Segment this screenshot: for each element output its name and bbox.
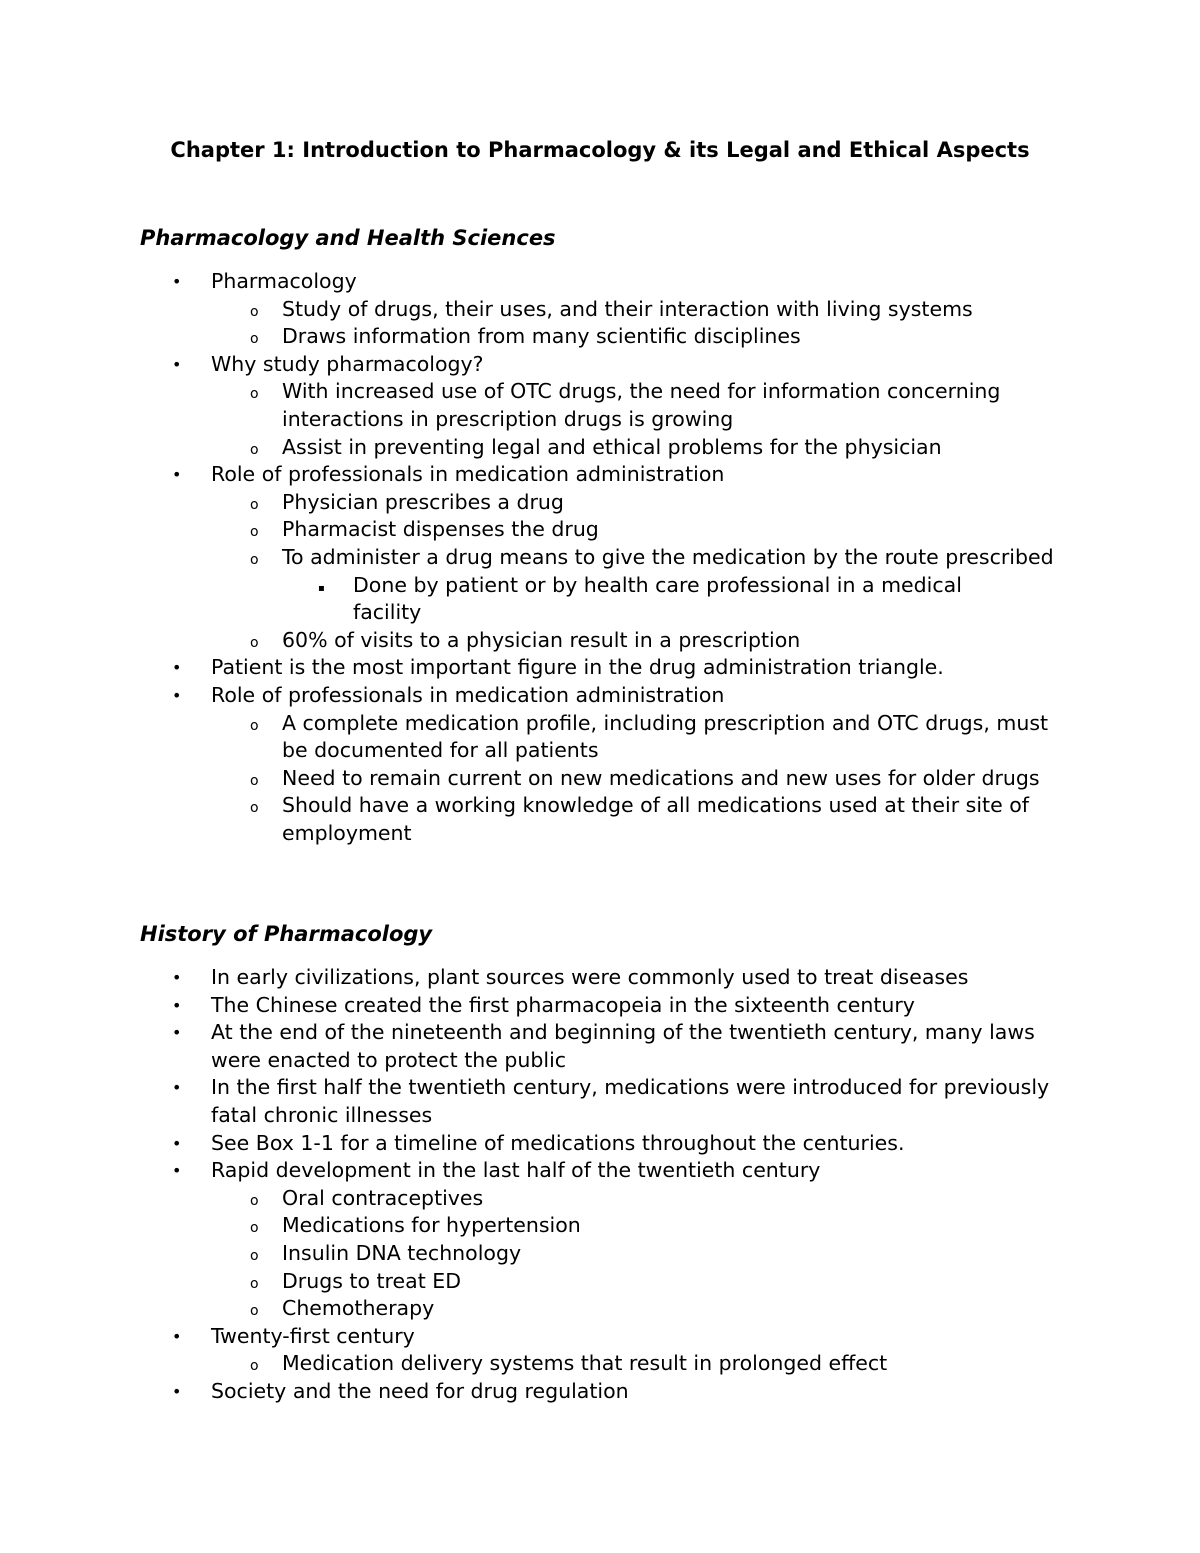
list-item-text: Draws information from many scientific disciplines: [282, 324, 801, 349]
bullet-level-3-icon: ▪: [318, 582, 325, 594]
list-item-text: Study of drugs, their uses, and their interaction with living systems: [282, 296, 973, 321]
list-item-level-2: [0, 489, 1200, 517]
section-heading-history-of-pharmacology: History of Pharmacology: [140, 922, 433, 946]
list-item-text: Medications for hypertension: [282, 1213, 581, 1238]
section-list-history-of-pharmacology: [0, 964, 1200, 1406]
list-item-level-2: [0, 1268, 1200, 1296]
list-item-text: Twenty-first century: [211, 1323, 415, 1348]
list-item-level-2: [0, 627, 1200, 655]
list-item-text: In the first half the twentieth century, medications were introduced for previously fatal chronic illnesses: [211, 1075, 1050, 1127]
list-item-text: A complete medication profile, including prescription and OTC drugs, must be documented for all patients: [282, 710, 1049, 763]
list-item-text: To administer a drug means to give the medication by the route prescribed: [282, 544, 1054, 569]
list-item-level-1: [0, 268, 1200, 296]
list-item-text: Need to remain current on new medications and new uses for older drugs: [282, 765, 1040, 790]
list-item-level-1: [0, 682, 1200, 710]
bullet-level-2-icon: o: [250, 1247, 259, 1264]
list-item-level-3: [0, 572, 1200, 627]
list-item-text: Oral contraceptives: [282, 1185, 484, 1210]
list-item-level-2: [0, 1240, 1200, 1268]
bullet-level-1-icon: •: [172, 272, 182, 291]
list-item-text: In early civilizations, plant sources were commonly used to treat diseases: [211, 965, 969, 989]
bullet-level-2-icon: o: [250, 717, 259, 734]
list-item-level-1: [0, 1019, 1200, 1074]
list-item-level-1: [0, 1157, 1200, 1185]
bullet-level-1-icon: •: [172, 1381, 182, 1401]
list-item-level-1: [0, 461, 1200, 489]
list-item-text: See Box 1-1 for a timeline of medications throughout the centuries.: [211, 1130, 905, 1155]
list-item-level-2: [0, 544, 1200, 572]
list-item-level-1: [0, 1378, 1200, 1406]
list-item-text: Role of professionals in medication administration: [211, 682, 725, 707]
bullet-level-2-icon: o: [250, 524, 259, 541]
bullet-level-2-icon: o: [250, 496, 259, 513]
list-item-level-2: [0, 765, 1200, 793]
list-item-level-1: [0, 992, 1200, 1020]
list-item-text: Assist in preventing legal and ethical problems for the physician: [282, 434, 942, 459]
list-item-level-1: [0, 964, 1200, 992]
section-list-pharmacology-health-sciences: [0, 268, 1200, 847]
list-item-text: Chemotherapy: [282, 1296, 435, 1321]
list-item-text: Medication delivery systems that result in prolonged effect: [282, 1351, 888, 1376]
bullet-level-1-icon: •: [172, 1133, 182, 1153]
list-item-text: Patient is the most important figure in the drug administration triangle.: [211, 655, 944, 680]
bullet-level-1-icon: •: [172, 658, 182, 678]
bullet-level-2-icon: o: [250, 1275, 259, 1292]
bullet-level-2-icon: o: [250, 772, 259, 789]
bullet-level-1-icon: •: [172, 354, 182, 374]
list-item-text: Rapid development in the last half of the twentieth century: [211, 1158, 821, 1183]
bullet-level-1-icon: •: [172, 465, 182, 485]
list-item-text: Pharmacology: [211, 269, 357, 293]
list-item-text: Drugs to treat ED: [282, 1268, 461, 1293]
bullet-level-1-icon: •: [172, 1078, 182, 1098]
list-item-level-2: [0, 710, 1200, 765]
list-item-text: At the end of the nineteenth and beginning of the twentieth century, many laws were enacted to protect the public: [211, 1020, 1035, 1072]
bullet-level-1-icon: •: [172, 1023, 182, 1043]
list-item-level-2: [0, 516, 1200, 544]
list-item-level-2: [0, 1350, 1200, 1378]
list-item-text: Done by patient or by health care professional in a medical facility: [353, 572, 962, 625]
page-title: Chapter 1: Introduction to Pharmacology & its Legal and Ethical Aspects: [170, 138, 1030, 162]
list-item-level-1: [0, 654, 1200, 682]
list-item-level-2: [0, 1295, 1200, 1323]
bullet-level-2-icon: o: [250, 441, 259, 458]
list-item-level-2: [0, 1212, 1200, 1240]
bullet-level-1-icon: •: [172, 1161, 182, 1181]
list-item-text: Pharmacist dispenses the drug: [282, 517, 599, 542]
bullet-level-1-icon: •: [172, 995, 182, 1015]
list-item-text: With increased use of OTC drugs, the need for information concerning interactions in prescription drugs is growing: [282, 379, 1001, 431]
bullet-level-2-icon: o: [250, 634, 259, 651]
list-item-level-1: [0, 1323, 1200, 1351]
list-item-level-2: [0, 378, 1200, 433]
list-item-level-1: [0, 1074, 1200, 1129]
list-item-level-2: [0, 323, 1200, 351]
bullet-level-2-icon: o: [250, 1192, 259, 1209]
bullet-level-2-icon: o: [250, 1303, 259, 1320]
list-item-level-2: [0, 792, 1200, 847]
list-item-level-2: [0, 1185, 1200, 1213]
list-item-text: Why study pharmacology?: [211, 351, 484, 376]
bullet-level-2-icon: o: [250, 331, 259, 348]
bullet-level-2-icon: o: [250, 303, 259, 320]
bullet-level-2-icon: o: [250, 551, 259, 568]
bullet-level-1-icon: •: [172, 685, 182, 705]
bullet-level-2-icon: o: [250, 1358, 259, 1375]
list-item-text: Society and the need for drug regulation: [211, 1378, 629, 1403]
section-heading-pharmacology-health-sciences: Pharmacology and Health Sciences: [140, 226, 556, 250]
bullet-level-2-icon: o: [250, 386, 259, 403]
list-item-level-2: [0, 296, 1200, 324]
list-item-text: Role of professionals in medication administration: [211, 462, 725, 487]
bullet-level-2-icon: o: [250, 1220, 259, 1237]
list-item-text: 60% of visits to a physician result in a prescription: [282, 627, 801, 652]
list-item-level-1: [0, 351, 1200, 379]
list-item-text: Physician prescribes a drug: [282, 489, 564, 514]
bullet-level-2-icon: o: [250, 800, 259, 817]
list-item-level-1: [0, 1130, 1200, 1158]
list-item-text: Insulin DNA technology: [282, 1240, 522, 1265]
list-item-text: The Chinese created the first pharmacopeia in the sixteenth century: [211, 992, 915, 1017]
bullet-level-1-icon: •: [172, 1326, 182, 1346]
list-item-text: Should have a working knowledge of all medications used at their site of employment: [282, 793, 1029, 845]
bullet-level-1-icon: •: [172, 968, 182, 987]
list-item-level-2: [0, 434, 1200, 462]
